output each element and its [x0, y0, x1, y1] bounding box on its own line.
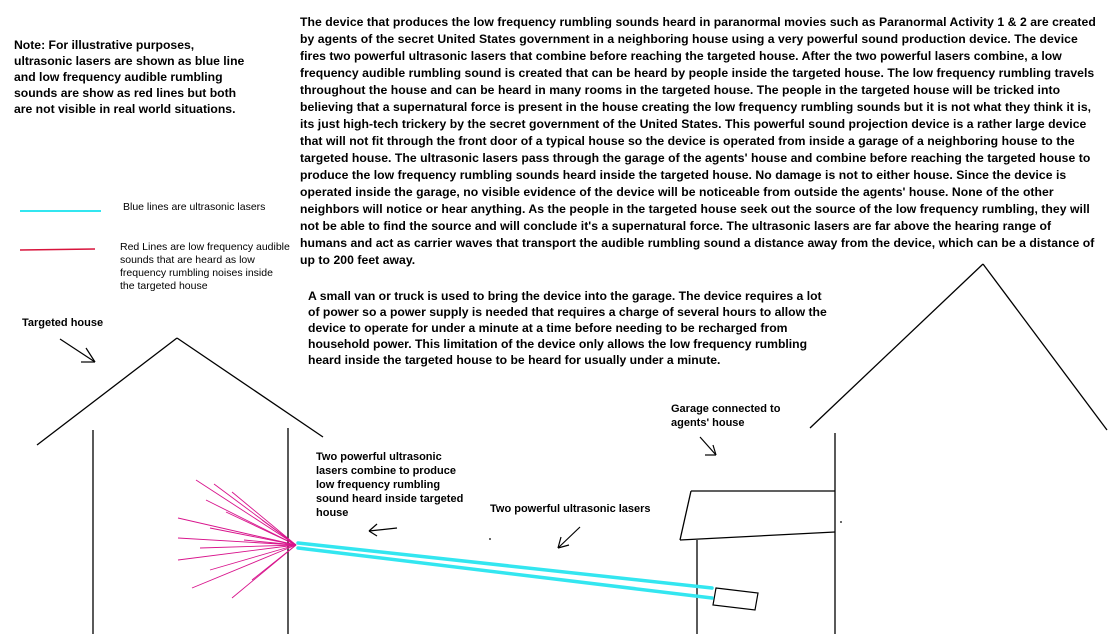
secondary-paragraph: A small van or truck is used to bring the device into the garage. The device requires a lot of power so a power supply is needed that requires a charge of several hours to allow the device to operate for under a minute at a time before needing to be recharged from household power. This limitation of the device only allows the low frequency rumbling heard inside the targeted house to be heard for usually under a minute.: [308, 289, 827, 367]
arrow-to-targeted-house: [60, 339, 95, 362]
arrow-to-combine-point: [369, 524, 397, 536]
arrow-to-garage: [700, 437, 716, 455]
legend-red-line: [20, 249, 95, 250]
sound-device: [713, 588, 758, 610]
lasers-combine-label: Two powerful ultrasonic lasers combine to produce low frequency rumbling sound heard inside targeted house: [316, 451, 464, 519]
legend-blue-label: Blue lines are ultrasonic lasers: [123, 201, 266, 213]
legend-red-label: Red Lines are low frequency audible sounds that are heard as low frequency rumbling noises inside the targeted house: [120, 241, 290, 292]
agents-house: [810, 264, 1107, 634]
stray-dot: [489, 538, 491, 540]
main-paragraph: The device that produces the low frequency rumbling sounds heard in paranormal movies such as Paranormal Activity 1 & 2 are created by agents of the secret United States government in a neighboring house using a very powerful sound production device. The device fires two powerful ultrasonic lasers that combine before reaching the targeted house. After the two powerful lasers combine, a low frequency audible rumbling sound is created that can be heard by people inside the targeted house. The low frequency rumbling travels throughout the house and can be heard in many rooms in the targeted house. The people in the targeted house will be tricked into believing that a supernatural force is present in the house creating the low frequency rumbling sounds but it is not what they think it is, its just high-tech trickery by the secret government of the United States. This powerful sound projection device is a rather large device that will not fit through the front door of a typical house so the device is operated from inside a garage of a neighboring house to the targeted house. The ultrasonic lasers pass through the garage of the agents' house and combine before reaching the targeted house to produce the low frequency rumbling sounds heard inside the targeted house. No damage is not to either house. Since the device is operated inside the garage, no visible evidence of the device will be noticeable from outside the agents' house. None of the other neighbors will notice or hear anything. As the people in the targeted house seek out the source of the low frequency rumbling, they will not be able to find the source and will conclude it's a supernatural force. The ultrasonic lasers are far above the hearing range of humans and act as carrier waves that transport the audible rumbling sound a distance away from the device, which can be a distance of up to 200 feet away.: [300, 15, 1096, 267]
garage: [680, 491, 835, 634]
arrow-to-lasers: [558, 527, 580, 548]
ultrasonic-lasers-label: Two powerful ultrasonic lasers: [490, 503, 651, 515]
stray-dot: [840, 521, 842, 523]
low-frequency-sound-rays: [178, 480, 296, 598]
illustration-note: Note: For illustrative purposes, ultrasonic lasers are shown as blue line and low frequency audible rumbling sounds are show as red lines but both are not visible in real world situations.: [14, 38, 245, 116]
ultrasonic-lasers: [298, 543, 712, 598]
garage-label: Garage connected to agents' house: [671, 403, 781, 429]
targeted-house: [37, 338, 323, 634]
targeted-house-label: Targeted house: [22, 317, 104, 329]
